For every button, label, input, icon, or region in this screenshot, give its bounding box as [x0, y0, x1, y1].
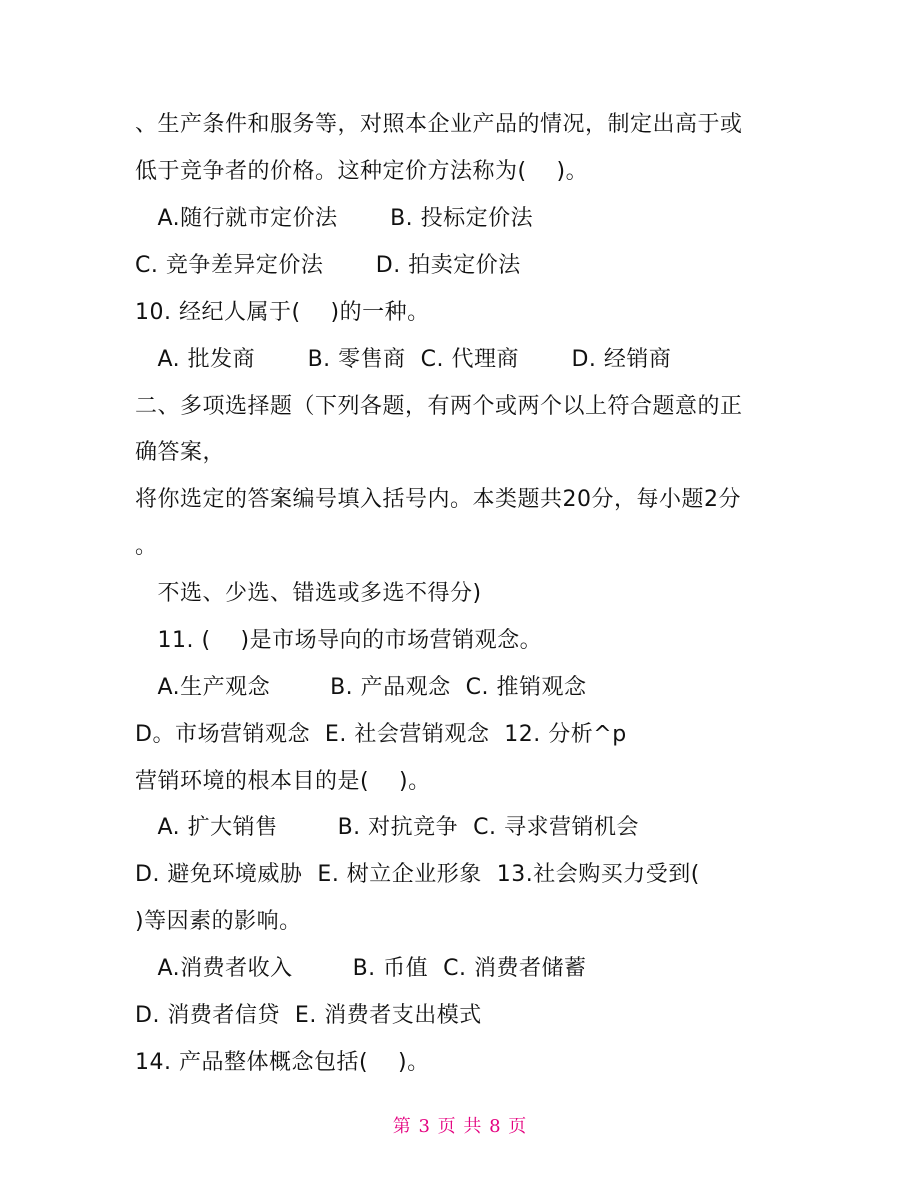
question-14: 14. 产品整体概念包括( )。	[135, 1050, 430, 1075]
option-line-q11-abc: A.生产观念 B. 产品观念 C. 推销观念	[135, 675, 587, 700]
question-11: 11. ( )是市场导向的市场营销观念。	[135, 628, 543, 653]
question-13-cont: )等因素的影响。	[135, 909, 302, 934]
section-instructions: 将你选定的答案编号填入括号内。本类题共20分，每小题2分	[135, 487, 741, 512]
option-line-q9-ab: A.随行就市定价法 B. 投标定价法	[135, 206, 534, 231]
option-line-q13-abc: A.消费者收入 B. 币值 C. 消费者储蓄	[135, 956, 587, 981]
option-line-q12-abc: A. 扩大销售 B. 对抗竞争 C. 寻求营销机会	[135, 815, 639, 840]
text-line-2: 低于竞争者的价格。这种定价方法称为( )。	[135, 159, 589, 184]
section-scoring-note: 不选、少选、错选或多选不得分)	[135, 581, 482, 606]
text-line-1: 、生产条件和服务等，对照本企业产品的情况，制定出高于或	[135, 112, 743, 137]
question-12-cont: 营销环境的根本目的是( )。	[135, 769, 431, 794]
option-line-q9-cd: C. 竞争差异定价法 D. 拍卖定价法	[135, 253, 521, 278]
section-heading-cont-1: 确答案，	[135, 440, 226, 465]
option-line-q10: A. 批发商 B. 零售商 C. 代理商 D. 经销商	[135, 347, 672, 372]
page-number-footer: 第 3 页 共 8 页	[392, 1116, 528, 1137]
option-line-q13-de: D. 消费者信贷 E. 消费者支出模式	[135, 1003, 482, 1028]
option-line-q12-de-q13: D. 避免环境威胁 E. 树立企业形象 13.社会购买力受到(	[135, 862, 700, 887]
section-instructions-cont: 。	[135, 534, 158, 559]
question-10: 10. 经纪人属于( )的一种。	[135, 300, 430, 325]
option-line-q11-de-q12: D。市场营销观念 E. 社会营销观念 12. 分析^p	[135, 722, 627, 747]
section-heading-multiple-choice: 二、多项选择题（下列各题，有两个或两个以上符合题意的正	[135, 394, 743, 419]
